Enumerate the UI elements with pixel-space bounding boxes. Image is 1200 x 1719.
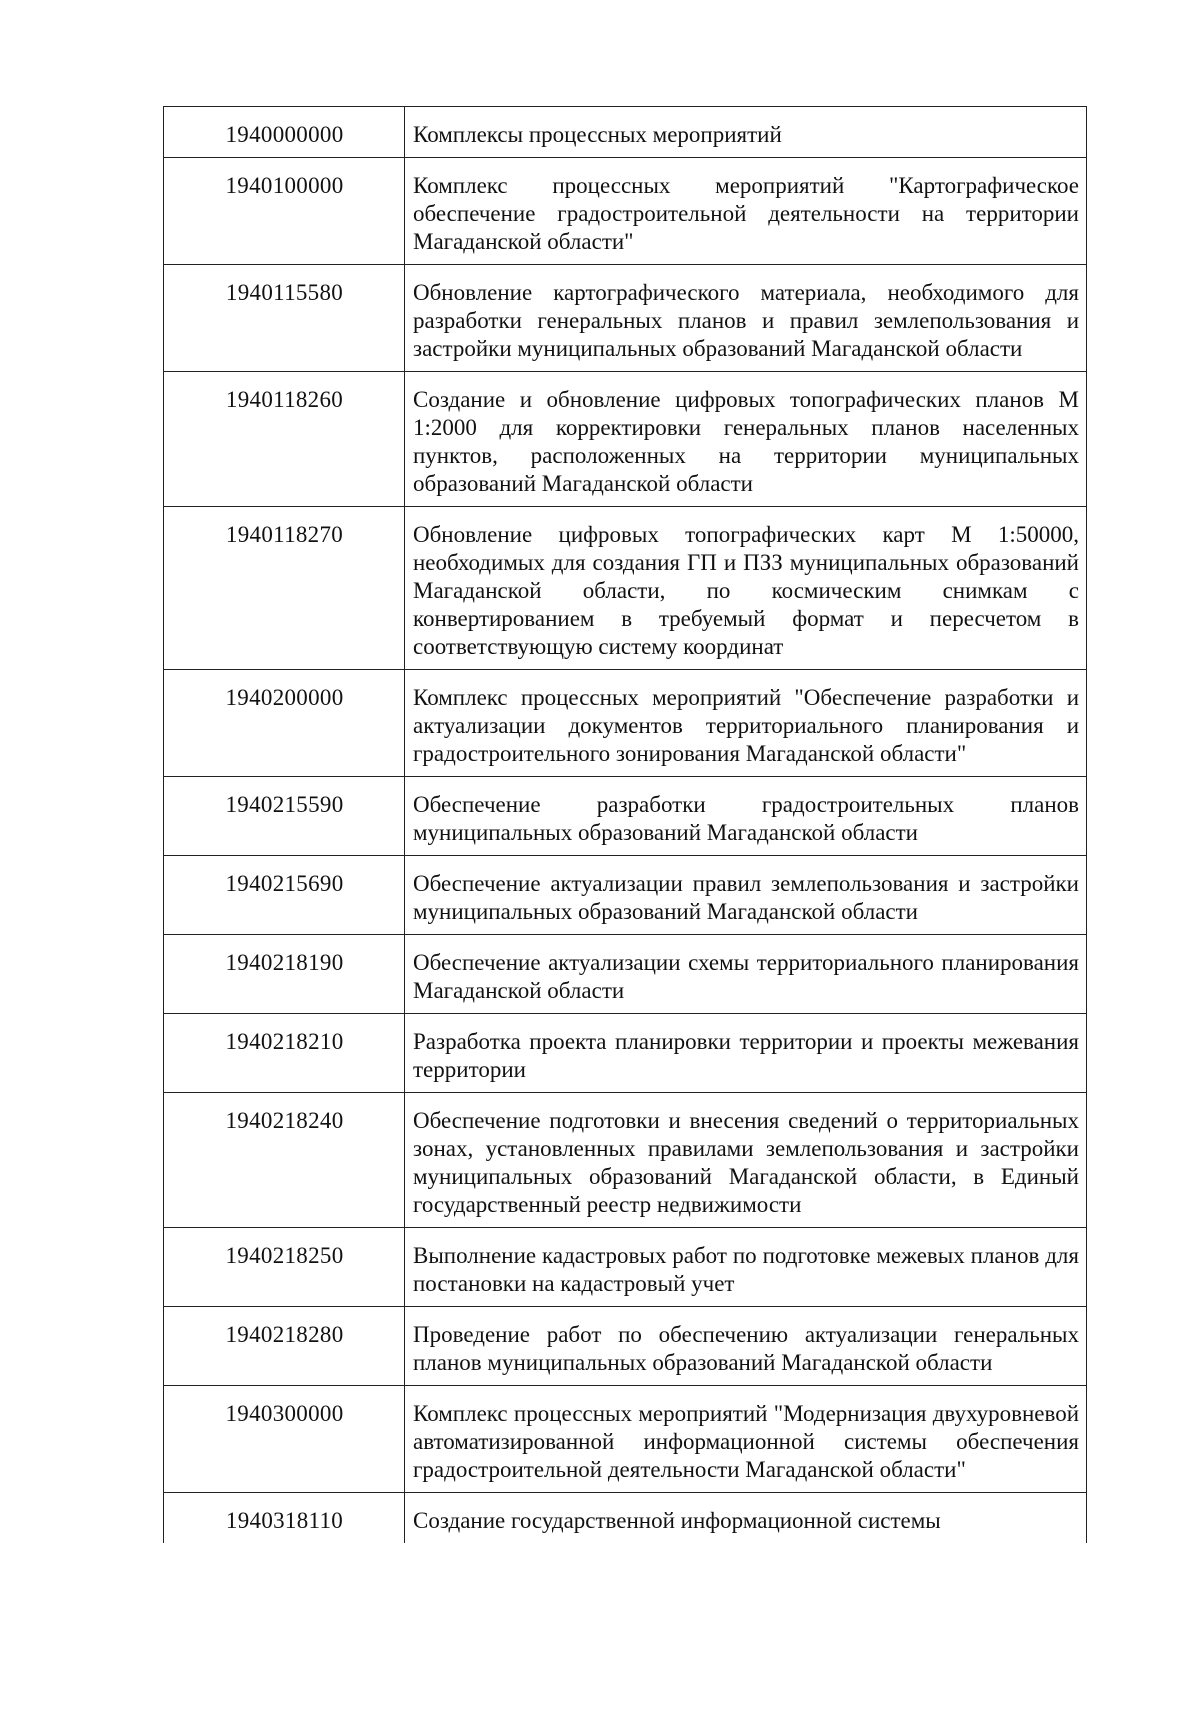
- table-row: [164, 507, 1087, 670]
- table-row: [164, 372, 1087, 507]
- code-cell: 1940218240: [164, 1093, 405, 1228]
- description-cell: Выполнение кадастровых работ по подготовке межевых планов для постановки на кадастровый учет: [405, 1228, 1087, 1307]
- description-cell: Обеспечение разработки градостроительных планов муниципальных образований Магаданской области: [405, 777, 1087, 856]
- code-cell: 1940300000: [164, 1386, 405, 1493]
- code-cell: 1940118260: [164, 372, 405, 507]
- table-row: [164, 1307, 1087, 1386]
- description-cell: Разработка проекта планировки территории и проекты межевания территории: [405, 1014, 1087, 1093]
- description-cell: Обеспечение подготовки и внесения сведений о территориальных зонах, установленных правилами землепользования и застройки муниципальных образований Магаданской области, в Единый государственный реестр недвижимости: [405, 1093, 1087, 1228]
- table-row: [164, 777, 1087, 856]
- table-row: [164, 1493, 1087, 1544]
- description-cell: Проведение работ по обеспечению актуализации генеральных планов муниципальных образований Магаданской области: [405, 1307, 1087, 1386]
- table-row: [164, 265, 1087, 372]
- code-cell: 1940100000: [164, 158, 405, 265]
- description-cell: Обновление цифровых топографических карт М 1:50000, необходимых для создания ГП и ПЗЗ муниципальных образований Магаданской области, по космическим снимкам с конвертированием в требуемый формат и пересчетом в соответствующую систему координат: [405, 507, 1087, 670]
- code-cell: 1940218250: [164, 1228, 405, 1307]
- code-cell: 1940218190: [164, 935, 405, 1014]
- description-cell: Создание и обновление цифровых топографических планов М 1:2000 для корректировки генеральных планов населенных пунктов, расположенных на территории муниципальных образований Магаданской области: [405, 372, 1087, 507]
- description-cell: Комплексы процессных мероприятий: [405, 107, 1087, 158]
- table-row: [164, 670, 1087, 777]
- table-row: [164, 158, 1087, 265]
- description-cell: Комплекс процессных мероприятий "Картографическое обеспечение градостроительной деятельности на территории Магаданской области": [405, 158, 1087, 265]
- code-cell: 1940218280: [164, 1307, 405, 1386]
- table-row: [164, 856, 1087, 935]
- table-row: [164, 107, 1087, 158]
- table-row: [164, 1228, 1087, 1307]
- code-cell: 1940215690: [164, 856, 405, 935]
- budget-classification-table: [163, 106, 1087, 1543]
- description-cell: Обеспечение актуализации правил землепользования и застройки муниципальных образований Магаданской области: [405, 856, 1087, 935]
- table-row: [164, 935, 1087, 1014]
- description-cell: Создание государственной информационной системы: [405, 1493, 1087, 1544]
- code-cell: 1940218210: [164, 1014, 405, 1093]
- code-cell: 1940000000: [164, 107, 405, 158]
- code-cell: 1940318110: [164, 1493, 405, 1544]
- description-cell: Обновление картографического материала, необходимого для разработки генеральных планов и правил землепользования и застройки муниципальных образований Магаданской области: [405, 265, 1087, 372]
- table-row: [164, 1386, 1087, 1493]
- table-row: [164, 1093, 1087, 1228]
- code-cell: 1940115580: [164, 265, 405, 372]
- code-cell: 1940118270: [164, 507, 405, 670]
- code-cell: 1940200000: [164, 670, 405, 777]
- description-cell: Обеспечение актуализации схемы территориального планирования Магаданской области: [405, 935, 1087, 1014]
- description-cell: Комплекс процессных мероприятий "Обеспечение разработки и актуализации документов территориального планирования и градостроительного зонирования Магаданской области": [405, 670, 1087, 777]
- code-cell: 1940215590: [164, 777, 405, 856]
- table-row: [164, 1014, 1087, 1093]
- description-cell: Комплекс процессных мероприятий "Модернизация двухуровневой автоматизированной информационной системы обеспечения градостроительной деятельности Магаданской области": [405, 1386, 1087, 1493]
